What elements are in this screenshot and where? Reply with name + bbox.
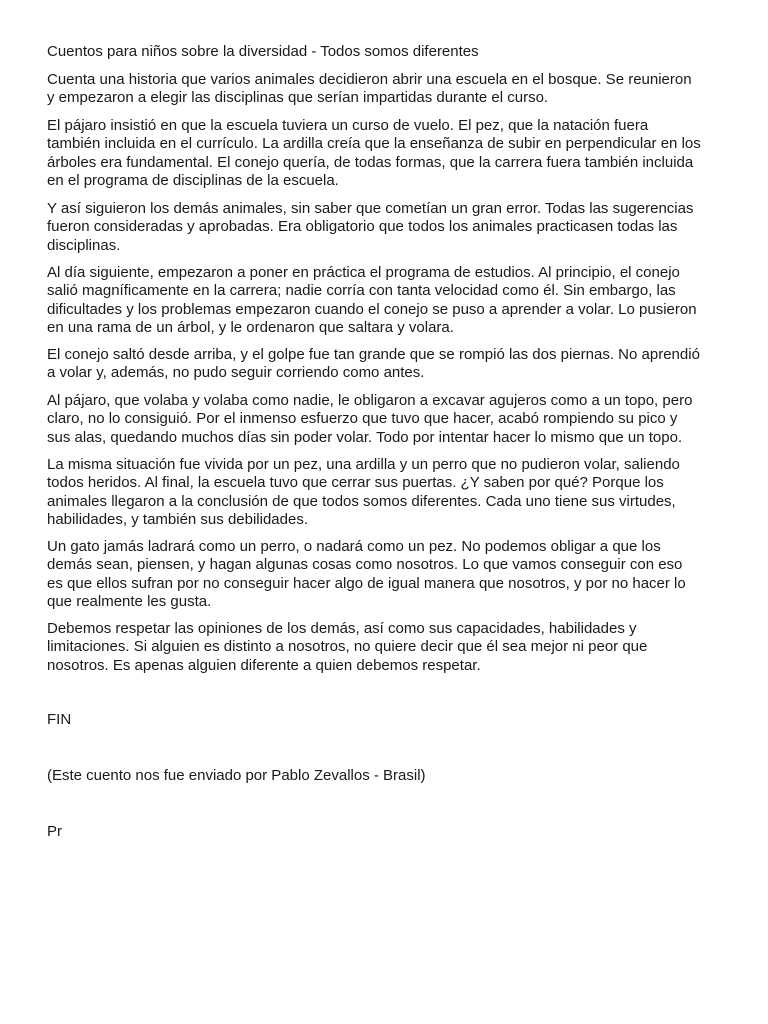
paragraph-line: dificultades y los problemas empezaron cuando el conejo se puso a aprender a volar. Lo pusieron [47, 300, 697, 318]
paragraph-line: salió magníficamente en la carrera; nadie corría con tanta velocidad como él. Sin embargo, las [47, 282, 676, 300]
paragraph-line: Y así siguieron los demás animales, sin saber que cometían un gran error. Todas las sugerencias [47, 200, 694, 217]
paragraph-line: Al día siguiente, empezaron a poner en práctica el programa de estudios. Al principio, el conejo [47, 264, 680, 281]
paragraph-line: Al pájaro, que volaba y volaba como nadie, le obligaron a excavar agujeros como a un topo, pero [47, 392, 693, 409]
trailing-fragment-text: Pr [47, 823, 62, 840]
paragraph-line: limitaciones. Si alguien es distinto a nosotros, no quiere decir que él sea mejor ni peor que [47, 638, 648, 656]
paragraph-1 [47, 71, 727, 108]
paragraph-line: árboles era fundamental. El conejo quería, de todas formas, que la carrera fuera también incluida [47, 153, 694, 171]
paragraph-line: claro, no lo consiguió. Por el inmenso esfuerzo que tuvo que hacer, acabó rompiendo su pico y [47, 410, 678, 428]
document-title [47, 43, 727, 61]
paragraph-line: en una rama de un árbol, y le ordenaron que saltara y volara. [47, 318, 454, 336]
paragraph-line: disciplinas. [47, 236, 121, 254]
paragraph-5 [47, 346, 727, 383]
paragraph-line: Cuenta una historia que varios animales decidieron abrir una escuela en el bosque. Se reunieron [47, 71, 692, 88]
paragraph-line: El pájaro insistió en que la escuela tuviera un curso de vuelo. El pez, que la natación fuera [47, 117, 649, 134]
paragraph-9 [47, 620, 727, 675]
paragraph-line: sus alas, quedando muchos días sin poder volar. Todo por intentar hacer lo mismo que un topo. [47, 428, 683, 446]
paragraph-line: también incluida en el currículo. La ardilla creía que la enseñanza de subir en perpendicular en los [47, 135, 701, 153]
paragraph-line: animales llegaron a la conclusión de que todos somos diferentes. Cada uno tiene sus virtudes, [47, 492, 676, 510]
paragraph-4 [47, 264, 727, 337]
paragraph-8 [47, 538, 727, 611]
title-line: Cuentos para niños sobre la diversidad - Todos somos diferentes [47, 43, 479, 60]
paragraph-line: El conejo saltó desde arriba, y el golpe fue tan grande que se rompió las dos piernas. No aprendió [47, 346, 700, 363]
paragraph-line: a volar y, además, no pudo seguir corriendo como antes. [47, 364, 425, 382]
paragraph-line: nosotros. Es apenas alguien diferente a quien debemos respetar. [47, 656, 481, 674]
paragraph-line: Un gato jamás ladrará como un perro, o nadará como un pez. No podemos obligar a que los [47, 538, 661, 555]
credit-line [47, 767, 727, 785]
paragraph-line: Debemos respetar las opiniones de los demás, así como sus capacidades, habilidades y [47, 620, 637, 637]
paragraph-line: demás sean, piensen, y hagan algunas cosas como nosotros. Lo que vamos conseguir con eso [47, 556, 683, 574]
credit-text: (Este cuento nos fue enviado por Pablo Zevallos - Brasil) [47, 767, 426, 784]
paragraph-6 [47, 392, 727, 447]
end-label [47, 711, 727, 729]
paragraph-line: todos heridos. Al final, la escuela tuvo que cerrar sus puertas. ¿Y saben por qué? Porque los [47, 474, 664, 492]
end-label-text: FIN [47, 711, 72, 728]
paragraph-line: habilidades, y también sus debilidades. [47, 510, 308, 528]
paragraph-line: fueron consideradas y aprobadas. Era obligatorio que todos los animales practicasen todas las [47, 218, 678, 236]
paragraph-line: es que ellos sufran por no conseguir hacer algo de igual manera que nosotros, y por no hacer lo [47, 574, 686, 592]
paragraph-line: que realmente les gusta. [47, 592, 212, 610]
paragraph-3 [47, 200, 727, 255]
paragraph-7 [47, 456, 727, 529]
trailing-fragment [47, 823, 727, 841]
paragraph-2 [47, 117, 727, 190]
paragraph-line: y empezaron a elegir las disciplinas que serían impartidas durante el curso. [47, 89, 549, 107]
paragraph-line: en el programa de disciplinas de la escuela. [47, 171, 339, 189]
paragraph-line: La misma situación fue vivida por un pez, una ardilla y un perro que no pudieron volar, saliendo [47, 456, 680, 473]
